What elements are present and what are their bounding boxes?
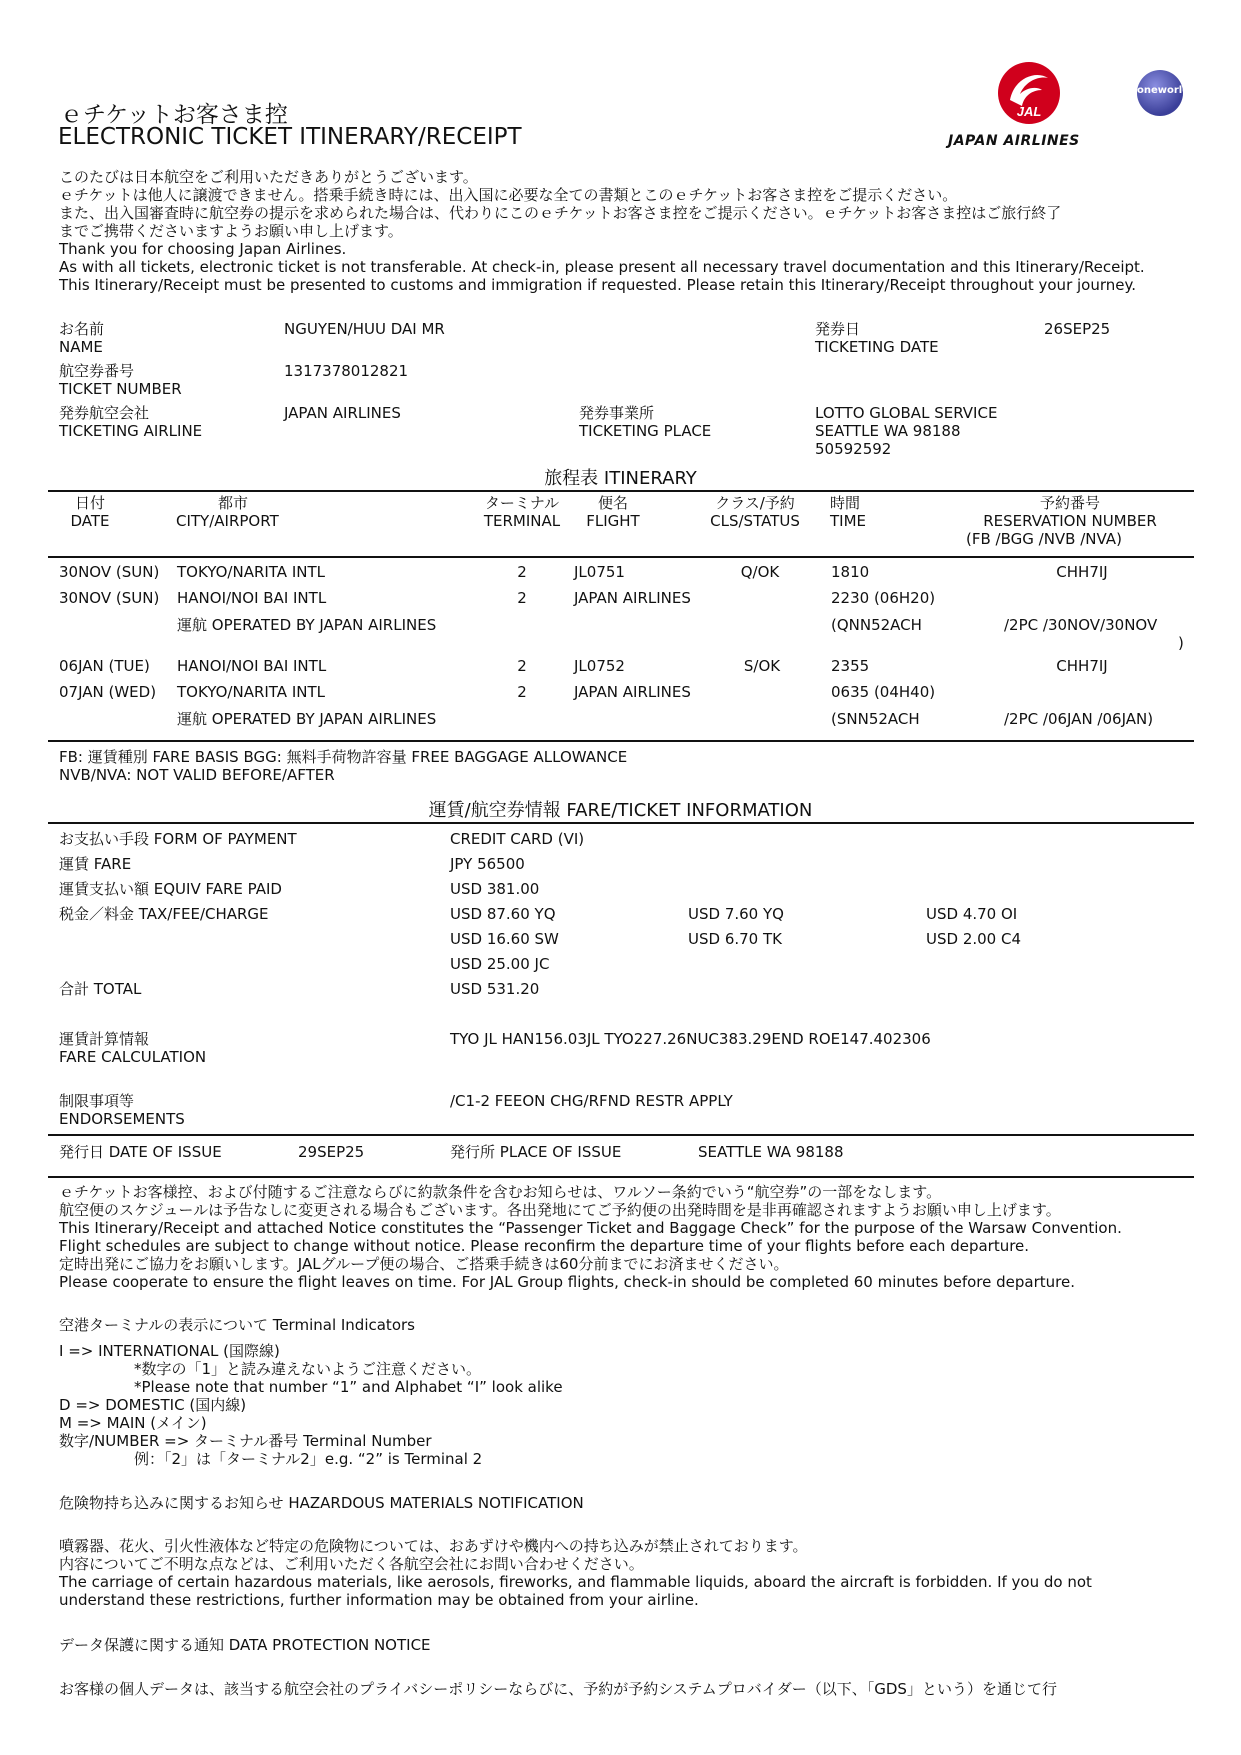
tax-item: USD 2.00 C4 <box>926 930 1022 948</box>
header-city-jp: 都市 <box>218 494 249 512</box>
ticketing-place-line: 50592592 <box>815 440 892 458</box>
terminal-indicator-line: 例：「2」は「ターミナル2」e.g. “2” is Terminal 2 <box>134 1450 483 1468</box>
row-time: 2230 (06H20) <box>831 589 936 607</box>
fare-value: JPY 56500 <box>450 855 525 873</box>
jal-logo-text: JAL <box>1016 104 1042 119</box>
hazard-line: understand these restrictions, further information may be obtained from your airline. <box>59 1591 699 1609</box>
header-res-en2: (FB /BGG /NVB /NVA) <box>966 530 1122 548</box>
payment-label: お支払い手段 FORM OF PAYMENT <box>59 830 297 848</box>
oneworld-logo <box>1137 70 1190 116</box>
payment-value: CREDIT CARD (VI) <box>450 830 585 848</box>
row-class: Q/OK <box>740 563 780 581</box>
row-time: 1810 <box>831 563 870 581</box>
header-flight-en: FLIGHT <box>586 512 640 530</box>
row-date: 07JAN (WED) <box>59 683 157 701</box>
row-date: 30NOV (SUN) <box>59 563 160 581</box>
row-date: 30NOV (SUN) <box>59 589 160 607</box>
tax-item: USD 6.70 TK <box>688 930 782 948</box>
jal-crane-icon <box>996 60 1062 126</box>
terminal-indicator-line: M => MAIN (メイン) <box>59 1414 207 1432</box>
endorsements-value: /C1-2 FEEON CHG/RFND RESTR APPLY <box>450 1092 733 1110</box>
ticketing-place-line: SEATTLE WA 98188 <box>815 422 961 440</box>
fare-title: 運賃/航空券情報 FARE/TICKET INFORMATION <box>428 800 813 821</box>
terminal-indicator-line: *数字の「1」と読み違えないようご注意ください。 <box>134 1360 482 1378</box>
tax-item: USD 25.00 JC <box>450 955 550 973</box>
header-date-en: DATE <box>70 512 110 530</box>
issue-place-label: 発行所 PLACE OF ISSUE <box>450 1143 622 1161</box>
itinerary-legend: FB: 運賃種別 FARE BASIS BGG: 無料手荷物許容量 FREE BAGGAGE ALLOWANCE <box>59 748 628 766</box>
hazard-line: The carriage of certain hazardous materials, like aerosols, fireworks, and flammable liquids, aboard the aircraft is forbidden. If you do not <box>59 1573 1092 1591</box>
passenger-name: NGUYEN/HUU DAI MR <box>284 320 445 338</box>
terminal-indicator-line: 数字/NUMBER => ターミナル番号 Terminal Number <box>59 1432 432 1450</box>
tax-item: USD 16.60 SW <box>450 930 559 948</box>
itinerary-header-rule <box>48 556 1194 558</box>
ticketing-place-label-en: TICKETING PLACE <box>579 422 712 440</box>
terminal-indicators-title: 空港ターミナルの表示について Terminal Indicators <box>59 1316 415 1334</box>
name-label-jp: お名前 <box>59 320 105 338</box>
notice-line: 定時出発にご協力をお願いします。JALグループ便の場合、ご搭乗手続きは60分前までにお済ませください。 <box>59 1255 789 1273</box>
terminal-indicator-line: *Please note that number “1” and Alphabet “I” look alike <box>134 1378 563 1396</box>
row-terminal: 2 <box>517 563 527 581</box>
row-time: 2355 <box>831 657 870 675</box>
intro-line: Thank you for choosing Japan Airlines. <box>59 240 347 258</box>
row-city: TOKYO/NARITA INTL <box>177 563 325 581</box>
notice-line: ｅチケットお客様控、および付随するご注意ならびに約款条件を含むお知らせは、ワルソー条約でいう“航空券”の一部をなします。 <box>59 1183 942 1201</box>
intro-line: ｅチケットは他人に譲渡できません。搭乗手続き時には、出入国に必要な全ての書類とこのｅチケットお客さま控をご提示ください。 <box>59 186 958 204</box>
intro-line: このたびは日本航空をご利用いただきありがとうございます。 <box>59 168 478 186</box>
terminal-indicator-line: I => INTERNATIONAL (国際線) <box>59 1342 280 1360</box>
row-reservation: CHH7IJ <box>1056 563 1108 581</box>
endorsements-label-jp: 制限事項等 <box>59 1092 135 1110</box>
notice-line: Flight schedules are subject to change without notice. Please reconfirm the departure time of your flights before each departure. <box>59 1237 1030 1255</box>
header-class-en: CLS/STATUS <box>710 512 800 530</box>
ticketing-place-label-jp: 発券事業所 <box>579 404 655 422</box>
tax-label: 税金／料金 TAX/FEE/CHARGE <box>59 905 269 923</box>
header-res-jp: 予約番号 <box>1039 494 1100 512</box>
terminal-indicator-line: D => DOMESTIC (国内線) <box>59 1396 247 1414</box>
jal-logo <box>996 60 1062 126</box>
row-terminal: 2 <box>517 589 527 607</box>
hazard-line: 噴霧器、花火、引火性液体など特定の危険物については、おあずけや機内への持ち込みが禁止されております。 <box>59 1537 808 1555</box>
issue-bottom-rule <box>48 1176 1194 1178</box>
row-flight: JL0752 <box>574 657 625 675</box>
ticket-number-label-jp: 航空券番号 <box>59 362 135 380</box>
total-value: USD 531.20 <box>450 980 540 998</box>
fare-calc-label-jp: 運賃計算情報 <box>59 1030 150 1048</box>
notice-line: Please cooperate to ensure the flight leaves on time. For JAL Group flights, check-in should be completed 60 minutes before departure. <box>59 1273 1075 1291</box>
ticketing-place-line: LOTTO GLOBAL SERVICE <box>815 404 998 422</box>
row-date: 06JAN (TUE) <box>59 657 150 675</box>
header-time-en: TIME <box>830 512 867 530</box>
intro-line: までご携帯くださいますようお願い申し上げます。 <box>59 222 403 240</box>
tax-item: USD 7.60 YQ <box>688 905 784 923</box>
data-protection-line: お客様の個人データは、該当する航空会社のプライバシーポリシーならびに、予約が予約システムプロバイダー（以下、「GDS」という）を通じて行 <box>59 1680 1057 1698</box>
notice-line: This Itinerary/Receipt and attached Notice constitutes the “Passenger Ticket and Baggage Check” for the purpose of the Warsaw Convention. <box>59 1219 1122 1237</box>
ticketing-date-label-jp: 発券日 <box>815 320 861 338</box>
ticketing-airline-label-jp: 発券航空会社 <box>59 404 150 422</box>
oneworld-logo-text: oneworld <box>1137 85 1190 96</box>
header-res-en: RESERVATION NUMBER <box>983 512 1157 530</box>
row-operated-by: 運航 OPERATED BY JAPAN AIRLINES <box>177 616 437 634</box>
equiv-label: 運賃支払い額 EQUIV FARE PAID <box>59 880 282 898</box>
row-city: HANOI/NOI BAI INTL <box>177 657 327 675</box>
intro-line: This Itinerary/Receipt must be presented to customs and immigration if requested. Please retain this Itinerary/Receipt throughout your journey. <box>59 276 1136 294</box>
intro-line: As with all tickets, electronic ticket is not transferable. At check-in, please present all necessary travel documentation and this Itinerary/Receipt. <box>59 258 1145 276</box>
row-city: TOKYO/NARITA INTL <box>177 683 325 701</box>
ticketing-date: 26SEP25 <box>1044 320 1111 338</box>
row-operated-by: 運航 OPERATED BY JAPAN AIRLINES <box>177 710 437 728</box>
itinerary-top-rule <box>48 490 1194 492</box>
total-label: 合計 TOTAL <box>59 980 142 998</box>
header-terminal-jp: ターミナル <box>484 494 560 512</box>
hazard-title: 危険物持ち込みに関するお知らせ HAZARDOUS MATERIALS NOTIFICATION <box>59 1494 584 1512</box>
header-class-jp: クラス/予約 <box>715 494 795 512</box>
row-reservation: CHH7IJ <box>1056 657 1108 675</box>
row-baggage-validity: /2PC /06JAN /06JAN) <box>1004 710 1154 728</box>
row-class: S/OK <box>743 657 781 675</box>
ticketing-airline-label-en: TICKETING AIRLINE <box>59 422 203 440</box>
itinerary-title: 旅程表 ITINERARY <box>544 468 697 489</box>
row-flight: JAPAN AIRLINES <box>574 683 691 701</box>
row-city: HANOI/NOI BAI INTL <box>177 589 327 607</box>
fare-calc-value: TYO JL HAN156.03JL TYO227.26NUC383.29END ROE147.402306 <box>450 1030 931 1048</box>
row-terminal: 2 <box>517 683 527 701</box>
row-flight: JAPAN AIRLINES <box>574 589 691 607</box>
itinerary-legend: NVB/NVA: NOT VALID BEFORE/AFTER <box>59 766 335 784</box>
hazard-line: 内容についてご不明な点などは、ご利用いただく各航空会社にお問い合わせください。 <box>59 1555 644 1573</box>
header-city-en: CITY/AIRPORT <box>176 512 279 530</box>
issue-date-label: 発行日 DATE OF ISSUE <box>59 1143 222 1161</box>
row-terminal: 2 <box>517 657 527 675</box>
ticket-number: 1317378012821 <box>284 362 409 380</box>
row-fare-basis: (QNN52ACH <box>831 616 922 634</box>
header-time-jp: 時間 <box>830 494 861 512</box>
row-flight: JL0751 <box>574 563 625 581</box>
row-baggage-validity-tail: ) <box>1178 634 1184 652</box>
equiv-value: USD 381.00 <box>450 880 540 898</box>
notice-line: 航空便のスケジュールは予告なしに変更される場合もございます。各出発地にてご予約便の出発時間を是非再確認されますようお願い申し上げます。 <box>59 1201 1061 1219</box>
intro-line: また、出入国審査時に航空券の提示を求められた場合は、代わりにこのｅチケットお客さま控をご提示ください。ｅチケットお客さま控はご旅行終了 <box>59 204 1062 222</box>
data-protection-title: データ保護に関する通知 DATA PROTECTION NOTICE <box>59 1636 431 1654</box>
endorsements-label-en: ENDORSEMENTS <box>59 1110 185 1128</box>
fare-top-rule <box>48 822 1194 824</box>
fare-calc-label-en: FARE CALCULATION <box>59 1048 207 1066</box>
row-fare-basis: (SNN52ACH <box>831 710 920 728</box>
header-date-jp: 日付 <box>74 494 105 512</box>
itinerary-bottom-rule <box>48 740 1194 742</box>
ticketing-date-label-en: TICKETING DATE <box>815 338 939 356</box>
name-label-en: NAME <box>59 338 103 356</box>
issue-date: 29SEP25 <box>298 1143 365 1161</box>
row-time: 0635 (04H40) <box>831 683 936 701</box>
row-baggage-validity: /2PC /30NOV/30NOV <box>1004 616 1158 634</box>
airline-wordmark: JAPAN AIRLINES <box>948 133 1080 149</box>
header-flight-jp: 便名 <box>597 494 628 512</box>
tax-item: USD 4.70 OI <box>926 905 1018 923</box>
title-en: ELECTRONIC TICKET ITINERARY/RECEIPT <box>58 124 522 150</box>
tax-item: USD 87.60 YQ <box>450 905 556 923</box>
ticketing-airline: JAPAN AIRLINES <box>284 404 401 422</box>
title-jp: ｅチケットお客さま控 <box>60 102 288 128</box>
ticket-number-label-en: TICKET NUMBER <box>59 380 182 398</box>
issue-top-rule <box>48 1134 1194 1136</box>
issue-place: SEATTLE WA 98188 <box>698 1143 844 1161</box>
header-terminal-en: TERMINAL <box>483 512 561 530</box>
fare-label: 運賃 FARE <box>59 855 132 873</box>
